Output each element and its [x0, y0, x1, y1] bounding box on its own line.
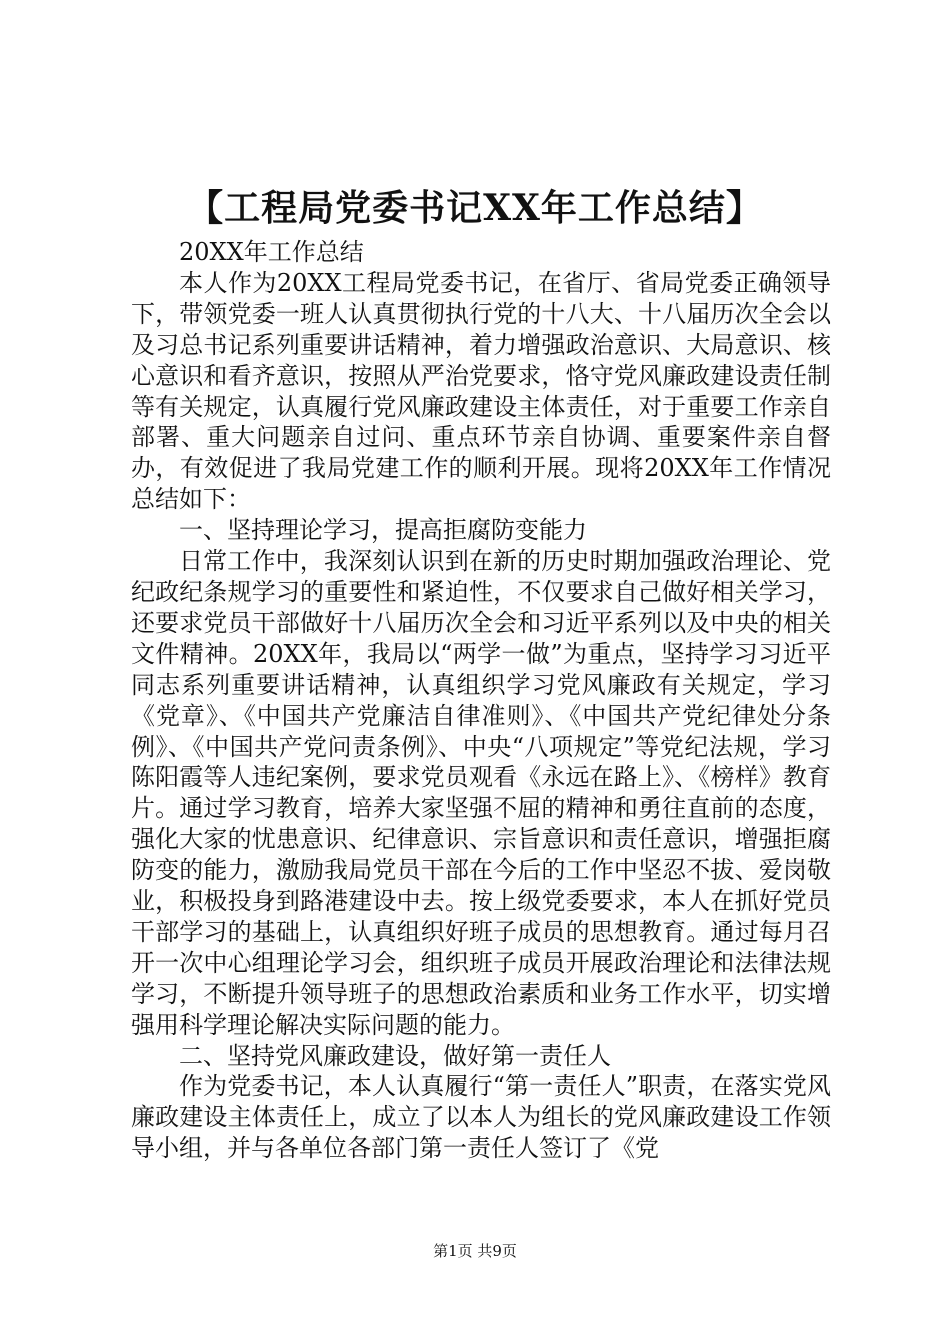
- section-2-paragraph: 作为党委书记，本人认真履行“第一责任人”职责，在落实党风廉政建设主体责任上，成立了以本人为组长的党风廉政建设工作领导小组，并与各单位各部门第一责任人签订了《党: [131, 1072, 831, 1163]
- intro-paragraph: 本人作为20XX工程局党委书记，在省厅、省局党委正确领导下，带领党委一班人认真贯彻执行党的十八大、十八届历次全会以及习总书记系列重要讲话精神，着力增强政治意识、大局意识、核心意识和看齐意识，按照从严治党要求，恪守党风廉政建设责任制等有关规定，认真履行党风廉政建设主体责任，对于重要工作亲自部署、重大问题亲自过问、重点环节亲自协调、重要案件亲自督办，有效促进了我局党建工作的顺利开展。现将20XX年工作情况总结如下：: [131, 268, 831, 514]
- document-body: [131, 237, 831, 1164]
- section-heading-1: 一、坚持理论学习，提高拒腐防变能力: [179, 516, 587, 545]
- section-1-paragraph: 日常工作中，我深刻认识到在新的历史时期加强政治理论、党纪政纪条规学习的重要性和紧迫性，不仅要求自己做好相关学习，还要求党员干部做好十八届历次全会和习近平系列以及中央的相关文件精神。20XX年，我局以“两学一做”为重点，坚持学习习近平同志系列重要讲话精神，认真组织学习党风廉政有关规定，学习《党章》、《中国共产党廉洁自律准则》、《中国共产党纪律处分条例》、《中国共产党问责条例》、中央“八项规定”等党纪法规，学习陈阳霞等人违纪案例，要求党员观看《永远在路上》、《榜样》教育片。通过学习教育，培养大家坚强不屈的精神和勇往直前的态度，强化大家的忧患意识、纪律意识、宗旨意识和责任意识，增强拒腐防变的能力，激励我局党员干部在今后的工作中坚忍不拔、爱岗敬业，积极投身到路港建设中去。按上级党委要求，本人在抓好党员干部学习的基础上，认真组织好班子成员的思想教育。通过每月召开一次中心组理论学习会，组织班子成员开展政治理论和法律法规学习，不断提升领导班子的思想政治素质和业务工作水平，切实增强用科学理论解决实际问题的能力。: [131, 547, 831, 1039]
- document-title: 【工程局党委书记XX年工作总结】: [187, 187, 763, 229]
- section-heading-2: 二、坚持党风廉政建设，做好第一责任人: [179, 1041, 611, 1070]
- subtitle-paragraph: 20XX年工作总结: [179, 238, 364, 266]
- page-footer: 第1页 共9页: [433, 1242, 517, 1260]
